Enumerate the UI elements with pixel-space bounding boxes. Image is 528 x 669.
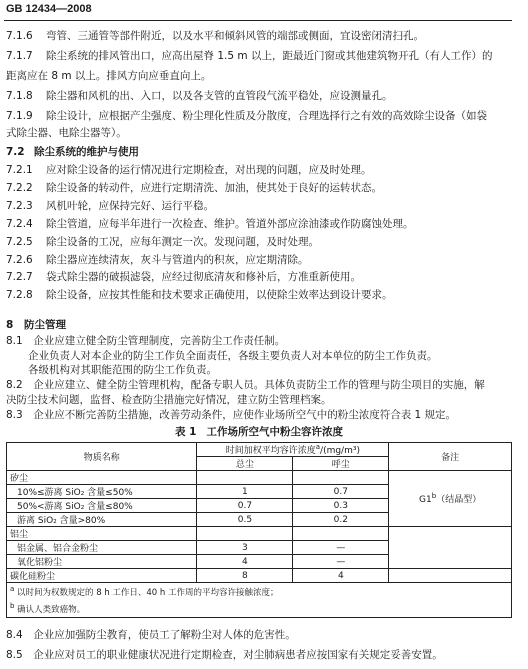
clause-7-1-6 <box>6 29 512 43</box>
para-8-4: 8.4 企业应加强防尘教育，使员工了解粉尘对人体的危害性。 <box>6 629 296 641</box>
clause-number: 7.1.7 <box>6 50 33 62</box>
footnote-a-mark: a <box>10 585 15 593</box>
note-g1-tail: （结晶型） <box>436 495 482 505</box>
cell-group-name: 铝尘 <box>7 527 197 541</box>
clause-7-2-4 <box>6 217 512 231</box>
para-8-2-line-1: 8.2 企业应建立、健全防尘管理机构，配备专职人员。具体负责防尘工作的管理与防尘项目的实施，解 <box>6 379 485 391</box>
header-total-dust: 总尘 <box>197 457 293 471</box>
footnote-b-mark: b <box>10 601 15 610</box>
table-row-group-aluminum <box>7 527 512 541</box>
cell-name: 游离 SiO₂ 含量>80% <box>7 513 197 527</box>
clause-number: 7.2.1 <box>6 164 33 176</box>
clause-7-2-6 <box>6 253 512 267</box>
para-8-1-b: 企业负责人对本企业的防尘工作负全面责任，各级主要负责人对本单位的防尘工作负责。 <box>28 350 438 362</box>
clause-text: 应对除尘设备的运行情况进行定期检查，对出现的问题，应及时处理。 <box>46 164 372 176</box>
clause-text: 除尘设备，应按其性能和技术要求正确使用，以使除尘效率达到设计要求。 <box>46 289 393 301</box>
note-g1-sup: b <box>431 492 437 500</box>
dust-concentration-table <box>6 442 512 618</box>
section-7-2-heading <box>6 145 512 159</box>
clause-number: 7.2.6 <box>6 254 33 266</box>
section-number: 8 <box>6 319 14 331</box>
clause-7-2-1 <box>6 163 512 177</box>
section-title: 防尘管理 <box>24 319 66 331</box>
table-row-group-silica <box>7 471 512 485</box>
clause-text: 除尘管道，应每半年进行一次检查、维护。管道外部应涂油漆或作防腐蚀处理。 <box>46 218 414 230</box>
cell-name: 铝金属、铝合金粉尘 <box>7 541 197 555</box>
cell-total: 4 <box>197 555 293 569</box>
clause-7-2-7 <box>6 270 512 284</box>
header-twa-unit: /(mg/m³) <box>320 446 360 456</box>
table-caption-number: 表 1 <box>175 426 197 438</box>
cell-total: 8 <box>197 569 293 583</box>
clause-7-2-8 <box>6 288 512 302</box>
clause-number: 7.2.3 <box>6 200 33 212</box>
para-8-2 <box>6 378 512 392</box>
header-twa-label: 时间加权平均容许浓度 <box>225 446 316 456</box>
table-row-sic <box>7 569 512 583</box>
para-8-2-line-2: 决防尘技术问题，监督、检查防尘措施完好情况，建立防尘管理档案。 <box>6 394 332 406</box>
clause-number: 7.1.9 <box>6 110 33 122</box>
table-footnotes <box>7 583 512 618</box>
header-rule <box>4 20 512 21</box>
clause-text: 除尘器应连续清灰，灰斗与管道内的积灰，应定期清除。 <box>46 254 309 266</box>
clause-number: 7.2.8 <box>6 289 33 301</box>
cell-resp: 0.2 <box>293 513 389 527</box>
clause-text: 除尘设备的工况，应每年测定一次。发现问题，及时处理。 <box>46 236 319 248</box>
footnote-a <box>10 583 508 600</box>
header-note: 备注 <box>389 443 512 471</box>
note-g1-text: G1 <box>419 495 432 505</box>
clause-number: 7.2.2 <box>6 182 33 194</box>
clause-7-1-7 <box>6 49 512 63</box>
para-8-1-c: 各级机构对其职能范围的防尘工作负责。 <box>28 364 217 376</box>
clause-text: 除尘设备的转动件，应进行定期清洗、加油，使其处于良好的运转状态。 <box>46 182 382 194</box>
clause-number: 7.2.7 <box>6 271 33 283</box>
clause-text: 除尘设计，应根据产尘强度、粉尘理化性质及分散度，合理选择行之有效的高效除尘设备（如袋 <box>46 110 487 122</box>
footnote-b <box>10 600 508 617</box>
clause-text: 除尘器和风机的出、入口，以及各支管的直管段气流平稳处，应设测量孔。 <box>46 90 393 102</box>
cell-resp: — <box>293 555 389 569</box>
para-8-1: 8.1 企业应建立健全防尘管理制度，完善防尘工作责任制。 <box>6 335 286 347</box>
clause-7-1-9-cont <box>6 126 512 140</box>
clause-text: 袋式除尘器的破损滤袋，应经过彻底清灰和修补后，方准重新使用。 <box>46 271 361 283</box>
footnote-b-text: 确认人类致癌物。 <box>17 604 86 615</box>
cell-note-g1 <box>389 471 512 527</box>
footnote-a-text: 以时间为权数规定的 8 h 工作日、40 h 工作周的平均容许接触浓度； <box>17 587 279 598</box>
clause-text: 弯管、三通管等部件附近，以及水平和倾斜风管的端部或侧面，宜设密闭清扫孔。 <box>46 30 424 42</box>
header-respirable-dust: 呼尘 <box>293 457 389 471</box>
cell-name: 氧化铝粉尘 <box>7 555 197 569</box>
header-twa <box>197 443 389 457</box>
clause-7-2-2 <box>6 181 512 195</box>
clause-7-1-9 <box>6 109 512 123</box>
section-title: 除尘系统的维护与使用 <box>34 146 139 158</box>
clause-7-2-3 <box>6 199 512 213</box>
table-header-row <box>7 443 512 457</box>
clause-text: 除尘系统的排风管出口，应高出屋脊 1.5 m 以上，距最近门窗或其他建筑物开孔（有人工作）的 <box>46 50 493 62</box>
clause-number: 7.1.6 <box>6 30 33 42</box>
cell-resp: — <box>293 541 389 555</box>
cell-group-name: 矽尘 <box>7 471 197 485</box>
cell-total: 1 <box>197 485 293 499</box>
clause-7-1-8 <box>6 89 512 103</box>
table-caption-text: 工作场所空气中粉尘容许浓度 <box>206 426 343 438</box>
cell-resp: 0.7 <box>293 485 389 499</box>
clause-number: 7.2.5 <box>6 236 33 248</box>
clause-7-2-5 <box>6 235 512 249</box>
cell-total: 3 <box>197 541 293 555</box>
table-caption <box>0 424 528 439</box>
clause-text: 式除尘器、电除尘器等）。 <box>6 127 127 139</box>
header-twa-sup: a <box>315 443 321 451</box>
cell-name: 10%≤游离 SiO₂ 含量≤50% <box>7 485 197 499</box>
cell-total: 0.7 <box>197 499 293 513</box>
table-footnotes-row <box>7 583 512 618</box>
cell-name: 50%<游离 SiO₂ 含量≤80% <box>7 499 197 513</box>
header-substance: 物质名称 <box>7 443 197 471</box>
clause-number: 7.1.8 <box>6 90 33 102</box>
para-8-3: 8.3 企业应不断完善防尘措施，改善劳动条件，应使作业场所空气中的粉尘浓度符合表 1 规定。 <box>6 409 457 421</box>
clause-text: 距离应在 8 m 以上。排风方向应垂直向上。 <box>6 70 212 82</box>
cell-resp: 0.3 <box>293 499 389 513</box>
para-8-5: 8.5 企业应对员工的职业健康状况进行定期检查，对尘肺病患者应按国家有关规定妥善安置。 <box>6 649 443 661</box>
cell-name: 碳化硅粉尘 <box>7 569 197 583</box>
cell-total: 0.5 <box>197 513 293 527</box>
cell-resp: 4 <box>293 569 389 583</box>
section-number: 7.2 <box>6 146 25 158</box>
clause-text: 风机叶轮，应保持完好、运行平稳。 <box>46 200 214 212</box>
clause-7-1-7-cont <box>6 69 512 83</box>
standard-code: GB 12434—2008 <box>6 3 92 15</box>
section-8-heading <box>6 318 512 332</box>
clause-number: 7.2.4 <box>6 218 33 230</box>
